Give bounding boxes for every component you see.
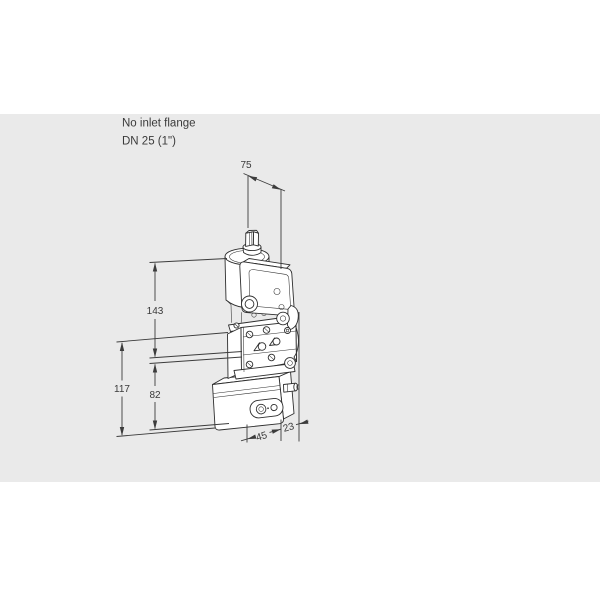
side-boss [285,358,296,369]
product-note-line1: No inlet flange [122,117,196,130]
dimension-82-label: 82 [149,390,161,401]
dimension-143-label: 143 [146,306,164,317]
hinge-screw [277,312,290,325]
outlet-stub [284,383,300,392]
spindle-cap [246,230,259,246]
dimension-23-label: 23 [281,421,296,435]
product-note-line2: DN 25 (1") [122,135,176,148]
dimension-75-label: 75 [240,160,252,171]
drawing-panel-background [0,114,600,482]
dimension-45-label: 45 [254,430,269,444]
dimension-117-label: 117 [114,384,130,395]
cable-gland [242,296,258,312]
